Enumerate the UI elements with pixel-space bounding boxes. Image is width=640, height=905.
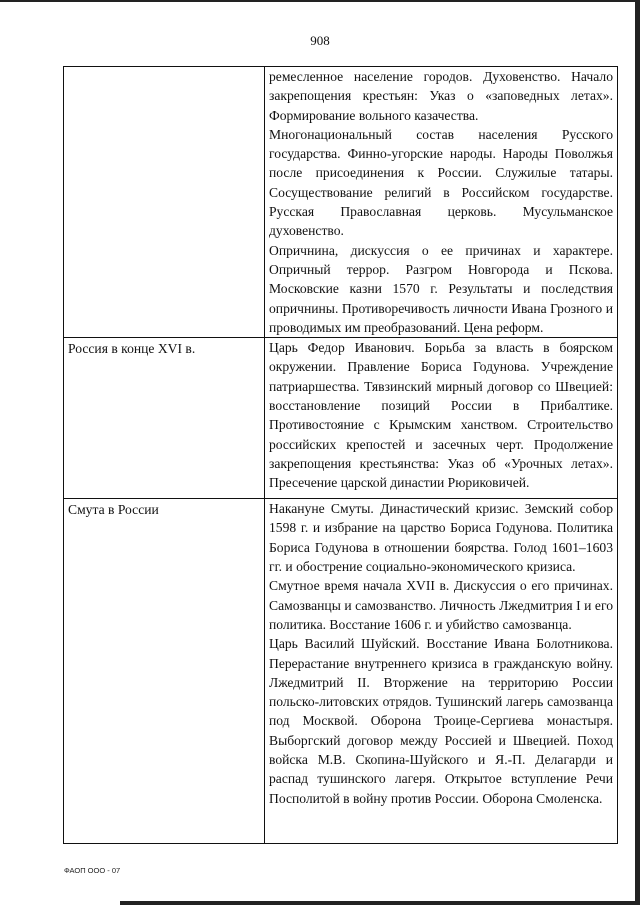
- curriculum-table: [63, 66, 618, 844]
- table-row: [64, 67, 618, 338]
- content-cell: [265, 67, 618, 338]
- content-paragraph: Царь Василий Шуйский. Восстание Ивана Болотникова. Перерастание внутреннего кризиса в гражданскую войну. Лжедмитрий II. Вторжение на территорию России польско-литовских отрядов. Тушинский лагерь самозванца под Москвой. Оборона Троице-Сергиева монастыря. Выборгский договор между Россией и Швецией. Поход войска М.В. Скопина-Шуйского и Я.-П. Делагарди и распад тушинского лагеря. Открытое вступление Речи Посполитой в войну против России. Оборона Смоленска.: [269, 636, 613, 806]
- topic-cell: Смута в России: [64, 499, 265, 844]
- footer-document-code: ФАОП ООО - 07: [64, 866, 121, 875]
- content-paragraph: Опричнина, дискуссия о ее причинах и характере. Опричный террор. Разгром Новгорода и Пскова. Московские казни 1570 г. Результаты и последствия опричнины. Противоречивость личности Ивана Грозного и проводимых им преобразований. Цена реформ.: [269, 242, 613, 335]
- content-paragraph: Накануне Смуты. Династический кризис. Земский собор 1598 г. и избрание на царство Бориса Годунова. Политика Бориса Годунова в отношении боярства. Голод 1601–1603 гг. и обострение социально-экономического кризиса.: [269, 501, 613, 575]
- scan-edge-top: [0, 0, 640, 2]
- scan-edge-bottom: [120, 901, 635, 905]
- topic-cell: Россия в конце XVI в.: [64, 338, 265, 499]
- content-paragraph: Смутное время начала XVII в. Дискуссия о его причинах. Самозванцы и самозванство. Личность Лжедмитрия I и его политика. Восстание 1606 г. и убийство самозванца.: [269, 578, 613, 632]
- content-paragraph: Многонациональный состав населения Русского государства. Финно-угорские народы. Народы Поволжья после присоединения к России. Служилые татары. Сосуществование религий в Российском государстве. Русская Православная церковь. Мусульманское духовенство.: [269, 126, 613, 239]
- table-row: [64, 338, 618, 499]
- content-cell: [265, 338, 618, 499]
- content-paragraph: Царь Федор Иванович. Борьба за власть в боярском окружении. Правление Бориса Годунова. Учреждение патриаршества. Тявзинский мирный договор со Швецией: восстановление позиций России в Прибалтике. Противостояние с Крымским ханством. Строительство российских крепостей и засечных черт. Продолжение закрепощения крестьянства: Указ об «Урочных летах». Пресечение царской династии Рюриковичей.: [269, 340, 613, 491]
- page-number: 908: [310, 33, 330, 48]
- table-row: [64, 499, 618, 844]
- content-paragraph: ремесленное население городов. Духовенство. Начало закрепощения крестьян: Указ о «заповедных летах». Формирование вольного казачества.: [269, 69, 613, 123]
- scan-edge-right: [635, 0, 640, 905]
- content-cell: [265, 499, 618, 844]
- topic-cell: [64, 67, 265, 338]
